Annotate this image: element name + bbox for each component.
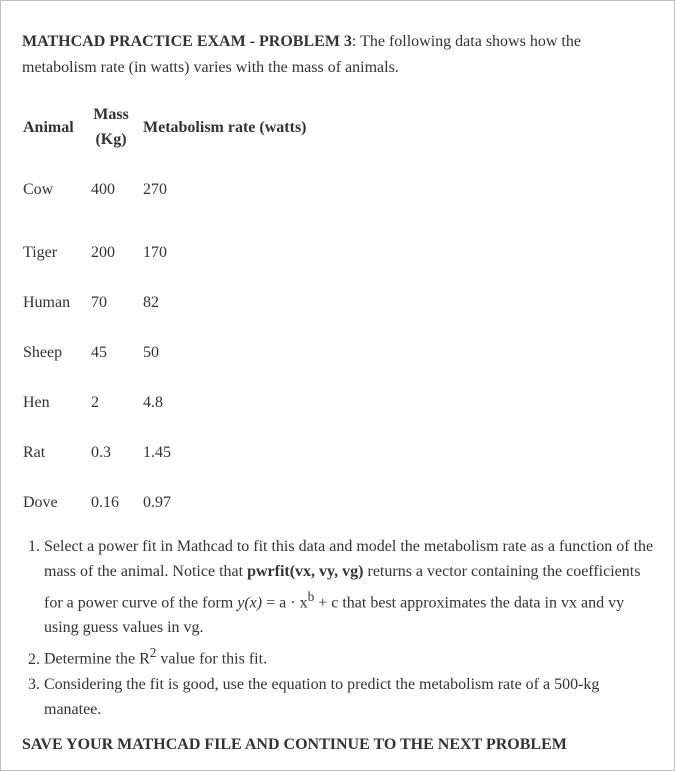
task-text: = a · x — [262, 594, 308, 612]
cell-animal: Sheep — [23, 344, 63, 361]
task-text: Considering the fit is good, use the equation to predict the metabolism rate of a 500-kg manatee. — [44, 675, 600, 718]
cell-metabolism: 50 — [143, 344, 159, 361]
table-row — [22, 152, 313, 228]
cell-mass: 2 — [91, 394, 99, 411]
intro-text: : The following data shows how the metabolism rate (in watts) varies with the mass of animals. — [22, 33, 581, 76]
footer-instruction: SAVE YOUR MATHCAD FILE AND CONTINUE TO THE NEXT PROBLEM — [22, 735, 567, 753]
exponent: b — [307, 589, 315, 604]
task-text: returns a vector containing the coefficients for a power curve of the form — [44, 563, 641, 612]
table-row — [22, 328, 313, 378]
cell-animal: Cow — [23, 181, 54, 198]
exponent: 2 — [149, 645, 157, 661]
content-area — [22, 29, 654, 758]
table-row — [22, 428, 313, 478]
table-row — [22, 378, 313, 428]
task-text: value for this fit. — [156, 650, 268, 668]
cell-mass: 45 — [91, 344, 107, 361]
header-mass: Mass (Kg) — [93, 106, 129, 148]
cell-metabolism: 1.45 — [143, 444, 171, 461]
cell-metabolism: 82 — [143, 294, 159, 311]
table-row — [22, 478, 313, 528]
table-row — [22, 228, 313, 278]
task-text: + c that best approximates the data in vx and vy using guess values in vg. — [44, 594, 625, 637]
cell-metabolism: 4.8 — [143, 394, 163, 411]
header-metabolism: Metabolism rate (watts) — [143, 118, 307, 136]
table-header-row — [22, 102, 313, 152]
function-name: pwrfit(vx, vy, vg) — [247, 563, 364, 580]
cell-mass: 70 — [91, 294, 107, 311]
cell-animal: Human — [23, 294, 71, 311]
cell-animal: Rat — [23, 444, 46, 461]
task-text: Determine the R — [44, 650, 150, 668]
cell-mass: 400 — [91, 181, 115, 198]
cell-metabolism: 270 — [143, 181, 167, 198]
table-row — [22, 278, 313, 328]
cell-mass: 200 — [91, 244, 115, 261]
cell-animal: Dove — [23, 494, 58, 511]
function-form: y(x) — [237, 594, 263, 612]
cell-metabolism: 170 — [143, 244, 167, 261]
cell-mass: 0.16 — [91, 494, 119, 511]
task-item-2 — [44, 640, 654, 671]
task-item-3 — [44, 672, 654, 722]
task-list — [22, 534, 654, 722]
task-text: Select a power fit in Mathcad to fit this data and model the metabolism rate as a function of the mass of the animal. Notice that — [44, 538, 654, 580]
cell-metabolism: 0.97 — [143, 494, 171, 511]
problem-title: MATHCAD PRACTICE EXAM - PROBLEM 3 — [22, 33, 352, 50]
task-item-1 — [44, 534, 654, 640]
header-animal: Animal — [23, 118, 74, 136]
data-table — [22, 102, 313, 528]
cell-animal: Hen — [23, 394, 50, 411]
cell-animal: Tiger — [23, 244, 58, 261]
cell-mass: 0.3 — [91, 444, 111, 461]
intro-paragraph — [22, 29, 654, 81]
